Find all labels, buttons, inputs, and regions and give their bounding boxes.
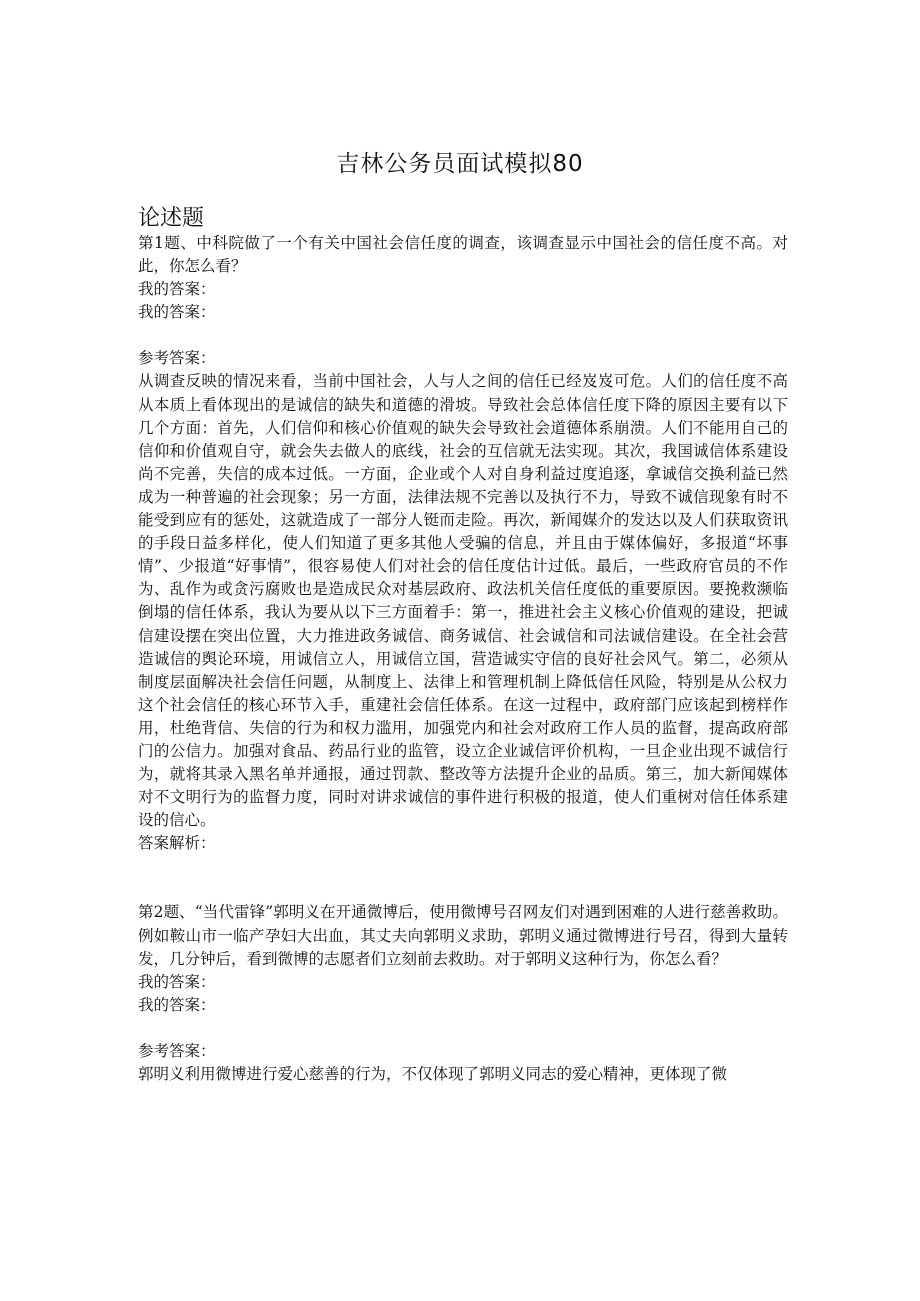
question-2-reference-answer: 郭明义利用微博进行爱心慈善的行为，不仅体现了郭明义同志的爱心精神，更体现了微 xyxy=(138,1065,728,1083)
question-2-my-answer-label: 我的答案： xyxy=(138,972,216,991)
question-1-text: 第1题、中科院做了一个有关中国社会信任度的调查，该调查显示中国社会的信任度不高。对此，你怎么看？ xyxy=(138,234,788,276)
question-1-reference-answer: 从调查反映的情况来看，当前中国社会，人与人之间的信任已经岌岌可危。人们的信任度不高从本质上看体现出的是诚信的缺失和道德的滑坡。导致社会总体信任度下降的原因主要有以下几个方面：首先，人们信仰和核心价值观的缺失会导致社会道德体系崩溃。人们不能用自己的信仰和价值观自守，就会失去做人的底线，社会的互信就无法实现。其次，我国诚信体系建设尚不完善，失信的成本过低。一方面，企业或个人对自身利益过度追逐，拿诚信交换利益已然成为一种普遍的社会现象；另一方面，法律法规不完善以及执行不力，导致不诚信现象有时不能受到应有的惩处，这就造成了一部分人铤而走险。再次，新闻媒介的发达以及人们获取资讯的手段日益多样化，使人们知道了更多其他人受骗的信息，并且由于媒体偏好，多报道“坏事情”、少报道“好事情”，很容易使人们对社会的信任度估计过低。最后，一些政府官员的不作为、乱作为或贪污腐败也是造成民众对基层政府、政法机关信任度低的重要原因。要挽救濒临倒塌的信任体系，我认为要从以下三方面着手：第一，推进社会主义核心价值观的建设，把诚信建设摆在突出位置，大力推进政务诚信、商务诚信、社会诚信和司法诚信建设。在全社会营造诚信的舆论环境，用诚信立人，用诚信立国，营造诚实守信的良好社会风气。第二，必须从制度层面解决社会信任问题，从制度上、法律上和管理机制上降低信任风险，特别是从公权力这个社会信任的核心环节入手，重建社会信任体系。在这一过程中，政府部门应该起到榜样作用，杜绝背信、失信的行为和权力滥用，加强党内和社会对政府工作人员的监督，提高政府部门的公信力。加强对食品、药品行业的监管，设立企业诚信评价机构，一旦企业出现不诚信行为，就将其录入黑名单并通报，通过罚款、整改等方法提升企业的品质。第三，加大新闻媒体对不文明行为的监督力度，同时对讲求诚信的事件进行积极的报道，使人们重树对信任体系建设的信心。 xyxy=(138,372,788,830)
question-2-text: 第2题、“当代雷锋”郭明义在开通微博后，使用微博号召网友们对遇到困难的人进行慈善救助。例如鞍山市一临产孕妇大出血，其丈夫向郭明义求助，郭明义通过微博进行号召，得到大量转发，几分钟后，看到微博的志愿者们立刻前去救助。对于郭明义这种行为，你怎么看？ xyxy=(138,903,788,968)
question-1-analysis-label: 答案解析： xyxy=(138,834,216,853)
question-2-reference-label: 参考答案： xyxy=(138,1041,216,1060)
document-title: 吉林公务员面试模拟80 xyxy=(336,151,584,177)
question-2-my-answer-label-repeat: 我的答案： xyxy=(138,995,216,1014)
spacer xyxy=(138,1017,788,1040)
section-heading: 论述题 xyxy=(138,206,205,231)
document-body xyxy=(138,232,788,1086)
spacer xyxy=(138,324,788,347)
question-1-my-answer-label: 我的答案： xyxy=(138,280,216,299)
question-1-reference-label: 参考答案： xyxy=(138,349,216,368)
question-1-my-answer-label-repeat: 我的答案： xyxy=(138,303,216,322)
spacer xyxy=(138,855,788,901)
